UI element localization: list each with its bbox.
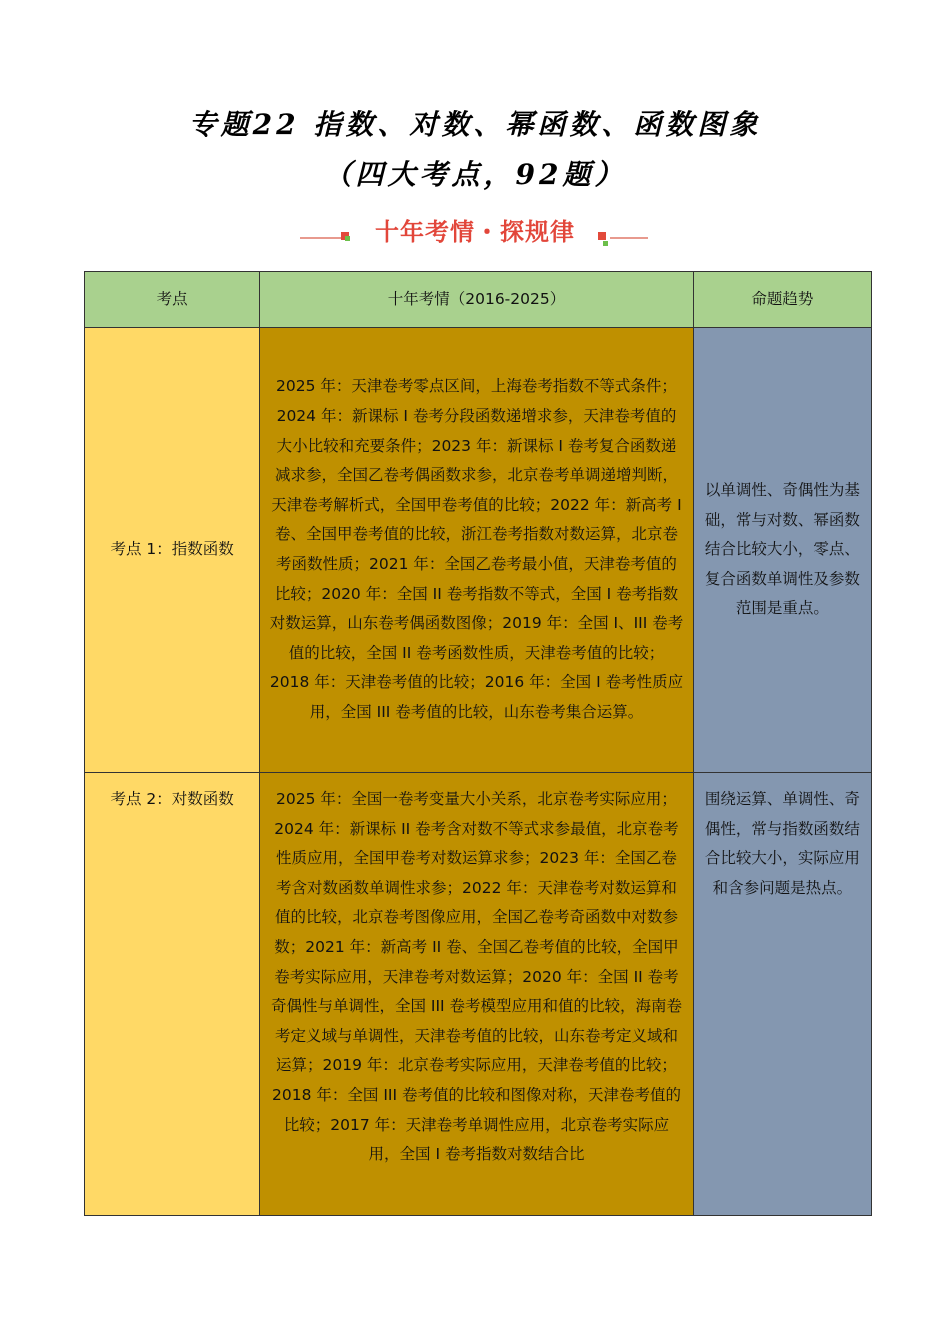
trend-cell: 围绕运算、单调性、奇偶性，常与指数函数结合比较大小，实际应用和含参问题是热点。 <box>693 773 871 1216</box>
section-banner <box>0 210 950 250</box>
banner-square-green-left <box>345 236 350 241</box>
exam-point-cell: 考点 1：指数函数 <box>85 328 260 773</box>
header-exam-point: 考点 <box>85 272 260 328</box>
decade-review-cell: 2025 年：天津卷考零点区间，上海卷考指数不等式条件；2024 年：新课标 I 卷考分段函数递增求参，天津卷考值的大小比较和充要条件；2023 年：新课标 I 卷考复合函数递减求参，全国乙卷考偶函数求参，北京卷考单调递增判断，天津卷考解析式，全国甲卷考值的比较；2022 年：新高考 I 卷、全国甲卷考值的比较，浙江卷考指数对数运算，北京卷考函数性质；2021 年：全国乙卷考最小值，天津卷考值的比较；2020 年：全国 II 卷考指数不等式，全国 I 卷考指数对数运算，山东卷考偶函数图像；2019 年：全国 I、III 卷考值的比较，全国 II 卷考函数性质，天津卷考值的比较；2018 年：天津卷考值的比较；2016 年：全国 I 卷考性质应用，全国 III 卷考值的比较，山东卷考集合运算。 <box>260 328 694 773</box>
exam-analysis-table <box>84 271 872 1216</box>
decade-review-cell-wrapper <box>260 773 694 1216</box>
banner-rule-right <box>610 237 648 239</box>
table-row <box>85 773 872 1216</box>
page-title-line2: （四大考点，92题） <box>323 158 627 191</box>
banner-square-red-right <box>598 232 606 240</box>
banner-rule-left <box>300 237 345 239</box>
banner-text: 十年考情・探规律 <box>375 218 575 246</box>
banner-square-green-right <box>603 241 608 246</box>
page-title-line1: 专题22 指数、对数、幂函数、函数图象 <box>188 108 762 141</box>
header-trend: 命题趋势 <box>693 272 871 328</box>
decade-review-cell: 2025 年：全国一卷考变量大小关系，北京卷考实际应用；2024 年：新课标 II 卷考含对数不等式求参最值，北京卷考性质应用，全国甲卷考对数运算求参；2023 年：全国乙卷考含对数函数单调性求参；2022 年：天津卷考对数运算和值的比较，北京卷考图像应用，全国乙卷考奇函数中对数参数；2021 年：新高考 II 卷、全国乙卷考值的比较，全国甲卷考实际应用，天津卷考对数运算；2020 年：全国 II 卷考奇偶性与单调性，全国 III 卷考模型应用和值的比较，海南卷考定义域与单调性，天津卷考值的比较，山东卷考定义域和运算；2019 年：北京卷考实际应用，天津卷考值的比较；2018 年：全国 III 卷考值的比较和图像对称，天津卷考值的比较；2017 年：天津卷考单调性应用，北京卷考实际应用，全国 I 卷考指数对数结合比 <box>270 790 683 1164</box>
table-header-row <box>85 272 872 328</box>
header-decade-review: 十年考情（2016-2025） <box>260 272 694 328</box>
exam-point-cell: 考点 2：对数函数 <box>85 773 260 1216</box>
table-row <box>85 328 872 773</box>
trend-cell: 以单调性、奇偶性为基础，常与对数、幂函数结合比较大小，零点、复合函数单调性及参数范围是重点。 <box>693 328 871 773</box>
